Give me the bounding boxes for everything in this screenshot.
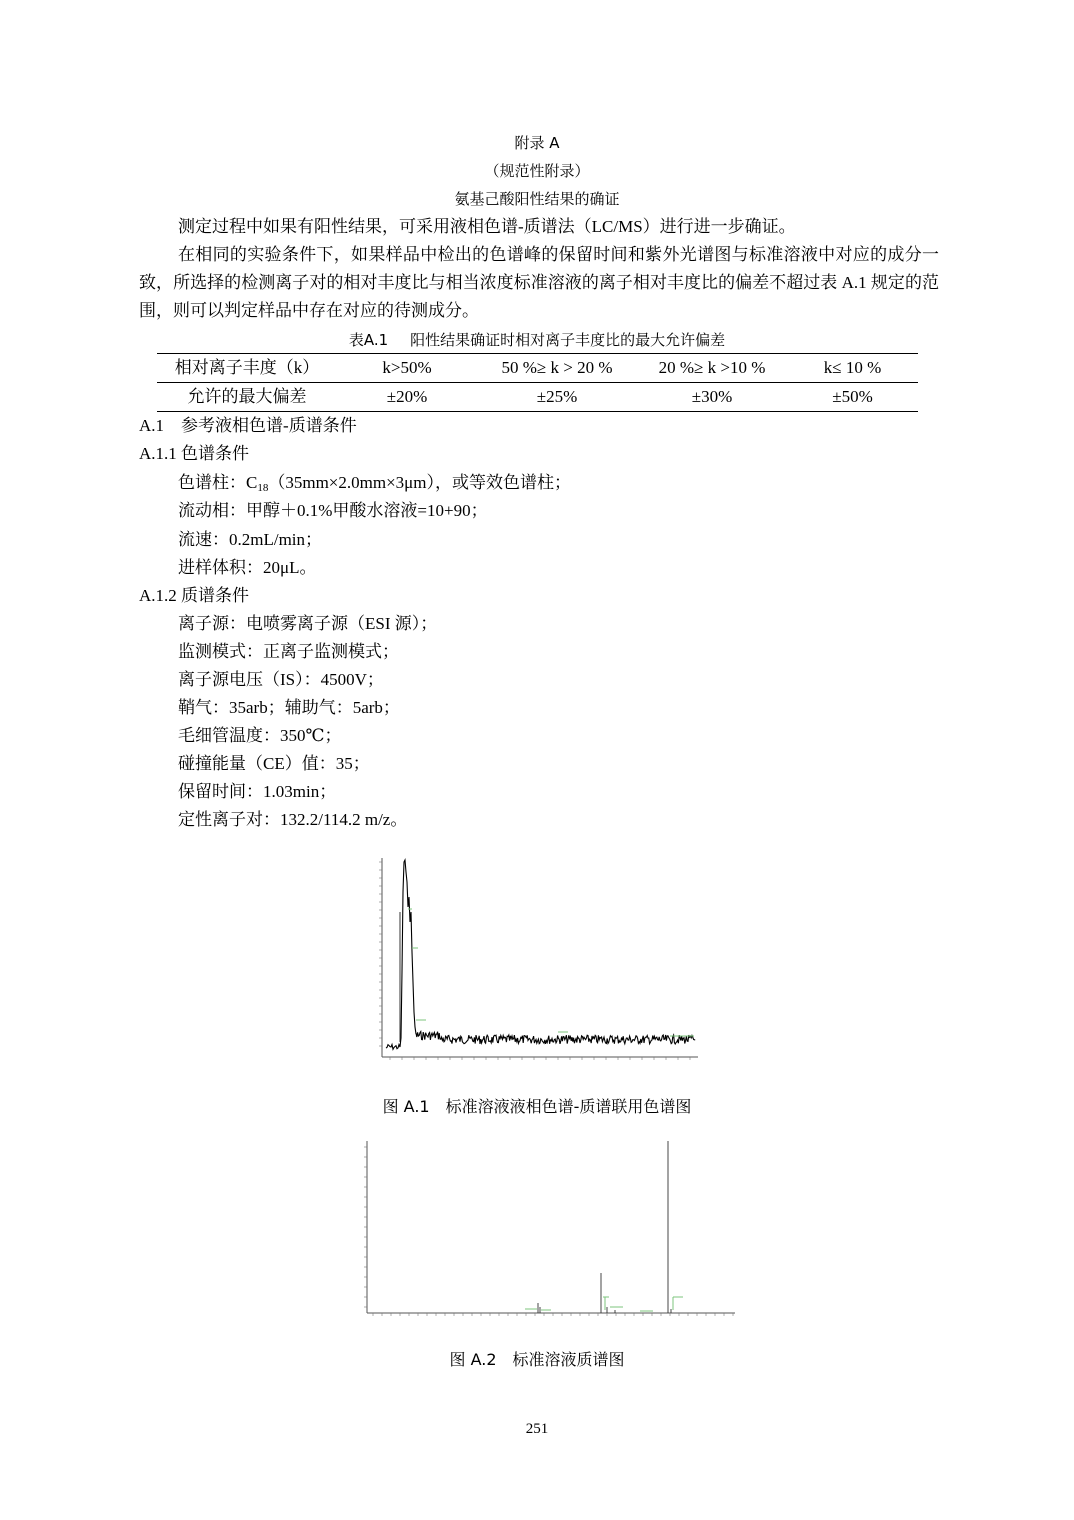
column-subscript: 18 [257,482,269,494]
section-a1-heading: A.1 参考液相色谱-质谱条件 [139,416,357,435]
normative-label: （规范性附录） [484,162,590,180]
table-value-row [157,383,918,412]
monitor-mode-line: 监测模式：正离子监测模式； [178,642,399,661]
table-cell: k≤ 10 % [787,354,918,383]
capillary-temp-line: 毛细管温度：350℃； [178,726,342,745]
table-cell: 允许的最大偏差 [157,383,337,412]
chromatogram-trace [386,860,695,1049]
appendix-label: 附录 A [514,134,560,152]
section-a12-heading: A.1.2 质谱条件 [139,586,250,605]
table-cell: 50 %≥ k > 20 % [477,354,637,383]
deviation-table [157,353,918,412]
table-caption [0,329,1074,350]
mass-spectrum-figure [355,1135,740,1325]
ion-pair-line: 定性离子对：132.2/114.2 m/z。 [178,810,408,829]
chromatogram-figure [370,852,710,1067]
table-caption-label: 表A.1 [348,331,389,349]
column-prefix: 色谱柱：C [178,473,258,492]
flow-rate-line: 流速：0.2mL/min； [178,530,323,549]
ion-source-line: 离子源：电喷雾离子源（ESI 源）； [178,614,438,633]
spectrum-peaks [538,1141,671,1313]
page-number: 251 [525,1421,549,1437]
mobile-phase-line: 流动相：甲醇＋0.1%甲酸水溶液=10+90； [178,501,488,520]
table-cell: 相对离子丰度（k） [157,354,337,383]
table-cell: k>50% [337,354,477,383]
chromatogram-axis [379,858,698,1060]
spectrum-annotations [525,1297,683,1311]
chromatogram-annotations [400,909,694,1042]
intro-paragraph-2: 在相同的实验条件下，如果样品中检出的色谱峰的保留时间和紫外光谱图与标准溶液中对应的成分一致，所选择的检测离子对的相对丰度比与相当浓度标准溶液的离子相对丰度比的偏差不超过表 A.1 规定的范围，则可以判定样品中存在对应的待测成分。 [139,245,939,320]
injection-line: 进样体积：20μL。 [178,558,317,577]
collision-energy-line: 碰撞能量（CE）值：35； [178,754,370,773]
table-cell: ±20% [337,383,477,412]
table-header-row [157,354,918,383]
figure-a2-caption: 图 A.2 标准溶液质谱图 [449,1350,625,1369]
column-line [178,469,571,497]
table-cell: ±50% [787,383,918,412]
figure-a1-caption: 图 A.1 标准溶液液相色谱-质谱联用色谱图 [382,1097,692,1116]
intro-paragraph-1: 测定过程中如果有阳性结果，可采用液相色谱-质谱法（LC/MS）进行进一步确证。 [178,217,796,236]
table-cell: ±30% [637,383,787,412]
spectrum-axis [364,1141,735,1316]
source-voltage-line: 离子源电压（IS）：4500V； [178,670,384,689]
table-cell: 20 %≥ k >10 % [637,354,787,383]
retention-time-line: 保留时间：1.03min； [178,782,337,801]
appendix-title: 氨基己酸阳性结果的确证 [454,190,620,208]
table-cell: ±25% [477,383,637,412]
table-caption-text: 阳性结果确证时相对离子丰度比的最大允许偏差 [410,331,726,349]
sheath-gas-line: 鞘气：35arb；辅助气：5arb； [178,698,400,717]
column-rest: （35mm×2.0mm×3μm），或等效色谱柱； [268,473,571,492]
section-a11-heading: A.1.1 色谱条件 [139,444,250,463]
